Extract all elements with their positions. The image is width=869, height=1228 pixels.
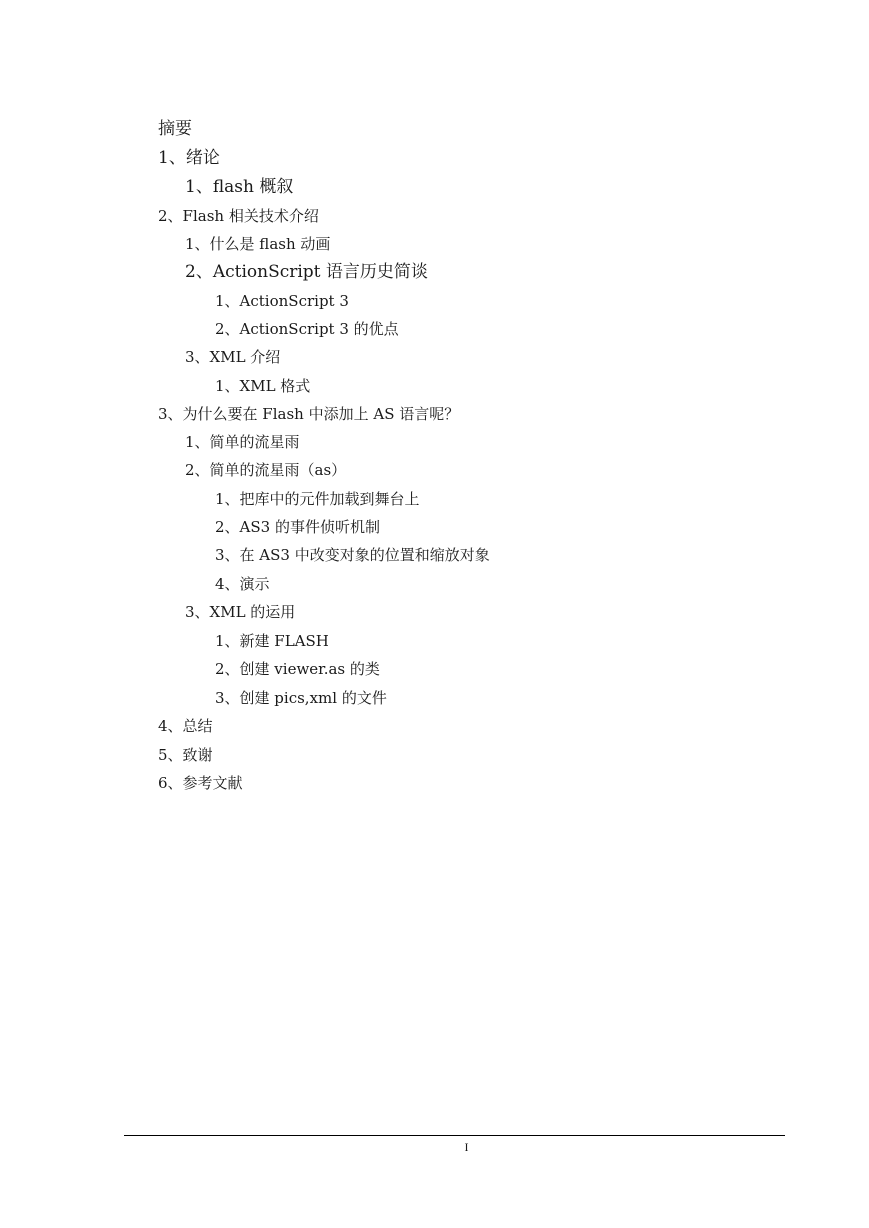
footer-divider [124,1135,785,1136]
toc-section-3-2-1: 1、把库中的元件加载到舞台上 [215,490,420,508]
toc-section-2-2-2: 2、ActionScript 3 的优点 [215,320,399,338]
toc-section-3-3: 3、XML 的运用 [185,603,296,621]
toc-section-2-2: 2、ActionScript 语言历史简谈 [185,262,428,282]
toc-section-1: 1、绪论 [158,148,220,168]
toc-section-5: 5、致谢 [158,746,213,764]
toc-section-4: 4、总结 [158,717,213,735]
toc-section-3: 3、为什么要在 Flash 中添加上 AS 语言呢？ [158,405,460,423]
toc-section-3-2-2: 2、AS3 的事件侦听机制 [215,518,380,536]
toc-section-3-2-4: 4、演示 [215,575,270,593]
toc-section-3-3-3: 3、创建 pics,xml 的文件 [215,689,387,707]
toc-abstract: 摘要 [158,119,192,139]
toc-section-2-3-1: 1、XML 格式 [215,377,311,395]
toc-section-2-3: 3、XML 介绍 [185,348,281,366]
toc-section-3-3-2: 2、创建 viewer.as 的类 [215,660,380,678]
toc-section-2: 2、Flash 相关技术介绍 [158,207,319,225]
toc-section-6: 6、参考文献 [158,774,243,792]
toc-section-3-2-3: 3、在 AS3 中改变对象的位置和缩放对象 [215,546,490,564]
toc-section-2-2-1: 1、ActionScript 3 [215,292,349,310]
toc-section-3-3-1: 1、新建 FLASH [215,632,329,650]
toc-section-3-2: 2、简单的流星雨（as） [185,461,347,479]
toc-section-1-1: 1、flash 概叙 [185,177,294,197]
toc-section-3-1: 1、简单的流星雨 [185,433,300,451]
page-number: I [464,1140,469,1154]
toc-section-2-1: 1、什么是 flash 动画 [185,235,331,253]
